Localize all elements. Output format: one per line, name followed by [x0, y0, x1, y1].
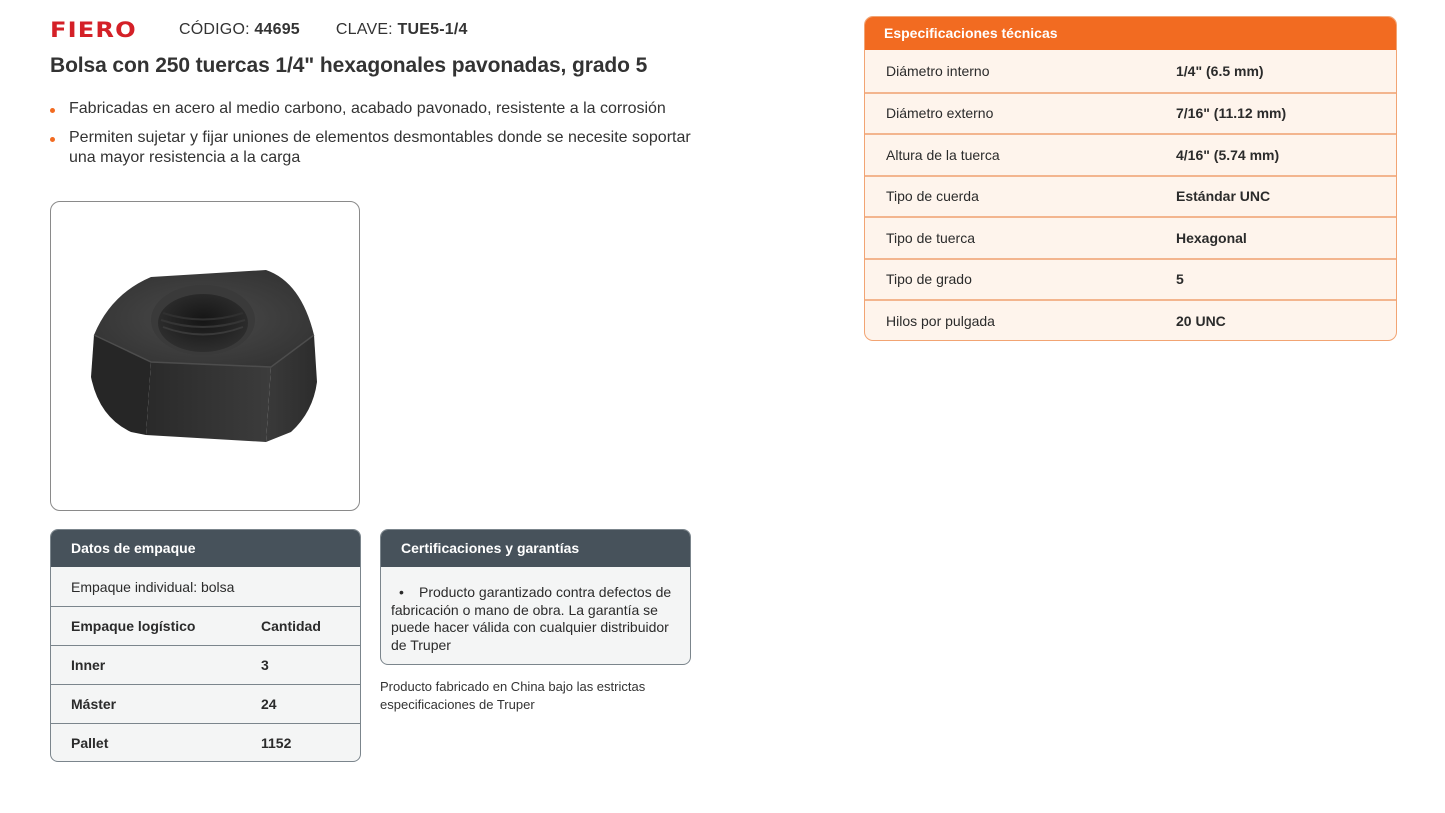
- brand-logo: FIERO: [50, 18, 137, 42]
- origin-note: Producto fabricado en China bajo las estrictas especificaciones de Truper: [380, 679, 646, 712]
- specs-heading: Especificaciones técnicas: [865, 17, 1396, 50]
- code-label: CÓDIGO:: [179, 21, 250, 38]
- feature-item: Fabricadas en acero al medio carbono, acabado pavonado, resistente a la corrosión: [50, 99, 710, 119]
- feature-list: [50, 99, 710, 177]
- certifications-text: Producto garantizado contra defectos de fabricación o mano de obra. La garantía se puede hacer válida con cualquier distribuidor de Truper: [391, 584, 672, 653]
- spec-label: Tipo de grado: [886, 271, 972, 288]
- code-value: 44695: [254, 21, 300, 38]
- spec-value: Estándar UNC: [1176, 188, 1271, 205]
- specs-panel: [864, 16, 1397, 341]
- packaging-table: [51, 567, 360, 762]
- spec-label: Tipo de tuerca: [886, 229, 975, 246]
- packaging-row-name: Inner: [71, 657, 106, 673]
- table-row: [865, 299, 1396, 341]
- packaging-row-qty: 24: [261, 696, 277, 712]
- packaging-col-qty: Cantidad: [261, 618, 321, 634]
- spec-label: Diámetro externo: [886, 105, 994, 122]
- spec-value: 4/16" (5.74 mm): [1176, 146, 1280, 163]
- packaging-individual: Empaque individual: bolsa: [71, 578, 235, 595]
- spec-value: 1/4" (6.5 mm): [1176, 62, 1264, 79]
- certifications-heading: Certificaciones y garantías: [381, 530, 690, 567]
- certifications-body: [381, 567, 690, 654]
- table-row: [865, 258, 1396, 300]
- table-row: [51, 723, 360, 762]
- product-code: [179, 21, 300, 39]
- key-label: CLAVE:: [335, 21, 393, 38]
- spec-label: Diámetro interno: [886, 62, 990, 79]
- table-row: [51, 645, 360, 684]
- spec-label: Hilos por pulgada: [886, 312, 995, 329]
- table-row: [865, 175, 1396, 217]
- spec-value: 5: [1176, 271, 1184, 288]
- packaging-row-name: Pallet: [71, 735, 109, 751]
- certifications-panel: [380, 529, 691, 665]
- packaging-panel: [50, 529, 361, 762]
- table-row: [51, 684, 360, 723]
- table-row: [865, 133, 1396, 175]
- hex-nut-image: [51, 202, 360, 511]
- packaging-header-row: [51, 606, 360, 645]
- table-row: [865, 216, 1396, 258]
- product-image-frame: [50, 201, 360, 511]
- bullet-icon: •: [399, 584, 404, 600]
- packaging-row-qty: 3: [261, 657, 269, 673]
- packaging-row-name: Máster: [71, 696, 117, 712]
- specs-table: [865, 50, 1396, 341]
- table-row: [865, 92, 1396, 134]
- spec-label: Altura de la tuerca: [886, 146, 1000, 163]
- spec-value: 20 UNC: [1176, 312, 1226, 329]
- product-key: [336, 21, 468, 39]
- product-header: [50, 18, 468, 42]
- spec-value: 7/16" (11.12 mm): [1176, 105, 1287, 122]
- page-title: Bolsa con 250 tuercas 1/4" hexagonales pavonadas, grado 5: [50, 54, 648, 77]
- packaging-heading: Datos de empaque: [51, 530, 360, 567]
- spec-label: Tipo de cuerda: [886, 188, 979, 205]
- table-row: [865, 50, 1396, 92]
- packaging-row-qty: 1152: [261, 735, 292, 751]
- spec-value: Hexagonal: [1176, 229, 1247, 246]
- key-value: TUE5-1/4: [397, 21, 468, 38]
- packaging-col-label: Empaque logístico: [71, 618, 196, 634]
- feature-item: Permiten sujetar y fijar uniones de elementos desmontables donde se necesite soportar una mayor resistencia a la carga: [50, 128, 710, 168]
